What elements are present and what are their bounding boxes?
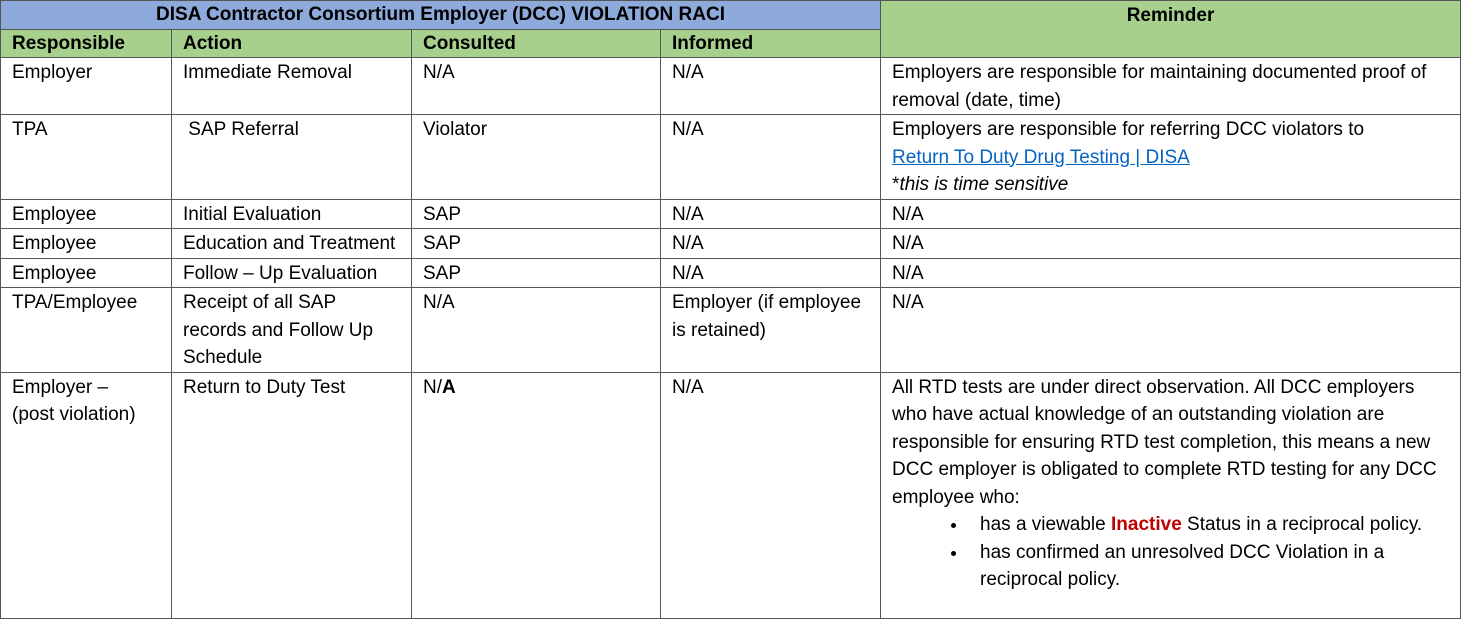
table-row bbox=[1, 372, 1461, 618]
reminder-cell: N/A bbox=[881, 288, 1461, 373]
responsible-line: Employer – bbox=[12, 376, 109, 398]
rtd-testing-link[interactable]: Return To Duty Drug Testing | DISA bbox=[892, 146, 1190, 168]
consulted-bold-letter: A bbox=[442, 376, 456, 398]
informed-cell: N/A bbox=[661, 229, 881, 259]
reminder-cell bbox=[881, 115, 1461, 200]
table-row bbox=[1, 288, 1461, 373]
reminder-text: Employers are responsible for referring DCC violators to bbox=[892, 119, 1365, 140]
table-row bbox=[1, 58, 1461, 115]
informed-cell: N/A bbox=[661, 199, 881, 229]
reminder-cell bbox=[881, 372, 1461, 618]
bullet-text: has a viewable bbox=[980, 514, 1111, 535]
header-responsible: Responsible bbox=[1, 29, 172, 58]
action-cell: Education and Treatment bbox=[172, 229, 412, 259]
action-cell: Return to Duty Test bbox=[172, 372, 412, 618]
reminder-cell: N/A bbox=[881, 199, 1461, 229]
inactive-status-highlight: Inactive bbox=[1111, 514, 1182, 535]
consulted-cell: SAP bbox=[412, 199, 661, 229]
responsible-cell bbox=[1, 372, 172, 618]
consulted-cell: N/A bbox=[412, 288, 661, 373]
informed-cell: N/A bbox=[661, 115, 881, 200]
responsible-cell: TPA/Employee bbox=[1, 288, 172, 373]
table-title: DISA Contractor Consortium Employer (DCC) VIOLATION RACI bbox=[1, 1, 881, 30]
reminder-cell: N/A bbox=[881, 258, 1461, 288]
title-row bbox=[1, 1, 1461, 30]
responsible-cell: Employee bbox=[1, 199, 172, 229]
list-item: • has confirmed an unresolved DCC Violation in a reciprocal policy. bbox=[968, 539, 1449, 594]
table-row bbox=[1, 115, 1461, 200]
header-informed: Informed bbox=[661, 29, 881, 58]
table-row bbox=[1, 229, 1461, 259]
note-asterisk: * bbox=[892, 174, 900, 195]
responsible-cell: Employer bbox=[1, 58, 172, 115]
consulted-cell: N/A bbox=[412, 58, 661, 115]
responsible-line: (post violation) bbox=[12, 404, 136, 425]
responsible-cell: TPA bbox=[1, 115, 172, 200]
responsible-cell: Employee bbox=[1, 258, 172, 288]
informed-cell: N/A bbox=[661, 372, 881, 618]
consulted-cell: Violator bbox=[412, 115, 661, 200]
header-consulted: Consulted bbox=[412, 29, 661, 58]
table-row bbox=[1, 258, 1461, 288]
header-action: Action bbox=[172, 29, 412, 58]
consulted-prefix: N/ bbox=[423, 376, 442, 398]
note-text: this is time sensitive bbox=[899, 174, 1069, 195]
consulted-cell: SAP bbox=[412, 229, 661, 259]
reminder-cell: N/A bbox=[881, 229, 1461, 259]
reminder-text: All RTD tests are under direct observation. All DCC employers who have actual knowledge of an outstanding violation are responsible for ensuring RTD test completion, this means a new DCC employer is obligated to complete RTD testing for any DCC employee who: bbox=[892, 376, 1437, 508]
action-cell: Immediate Removal bbox=[172, 58, 412, 115]
action-cell: Receipt of all SAP records and Follow Up Schedule bbox=[172, 288, 412, 373]
responsible-cell: Employee bbox=[1, 229, 172, 259]
action-cell: SAP Referral bbox=[172, 115, 412, 200]
action-cell: Follow – Up Evaluation bbox=[172, 258, 412, 288]
consulted-cell: SAP bbox=[412, 258, 661, 288]
time-sensitive-note bbox=[892, 171, 1449, 199]
reminder-header: Reminder bbox=[881, 1, 1461, 58]
informed-cell: Employer (if employee is retained) bbox=[661, 288, 881, 373]
table-row bbox=[1, 199, 1461, 229]
condition-list bbox=[892, 511, 1449, 594]
action-cell: Initial Evaluation bbox=[172, 199, 412, 229]
reminder-link-line bbox=[892, 144, 1449, 172]
informed-cell: N/A bbox=[661, 258, 881, 288]
list-item bbox=[968, 511, 1449, 539]
bullet-text: Status in a reciprocal policy. bbox=[1181, 514, 1423, 535]
reminder-cell: Employers are responsible for maintaining documented proof of removal (date, time) bbox=[881, 58, 1461, 115]
informed-cell: N/A bbox=[661, 58, 881, 115]
consulted-cell bbox=[412, 372, 661, 618]
